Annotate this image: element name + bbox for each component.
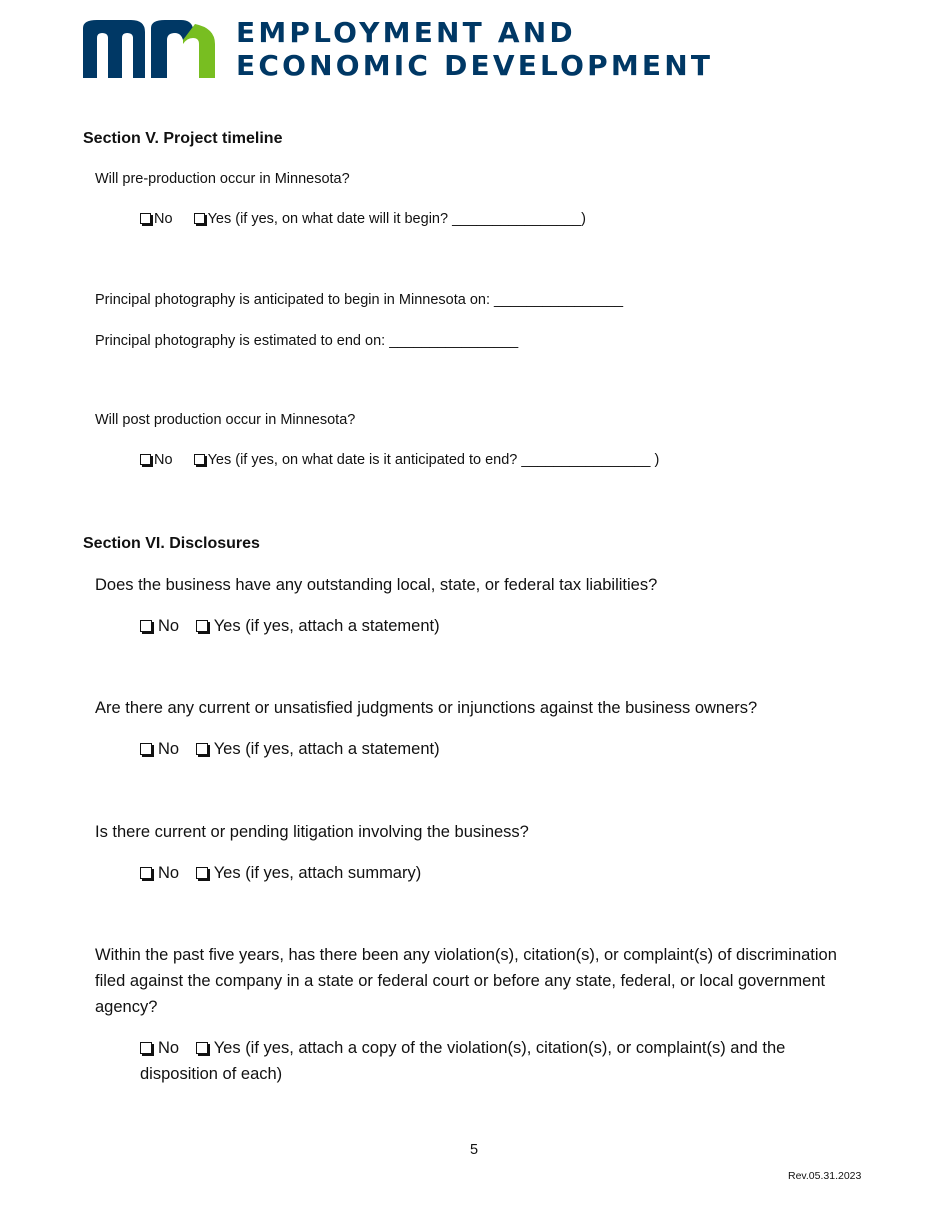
checkbox-icon[interactable] xyxy=(196,1042,208,1054)
checkbox-icon[interactable] xyxy=(140,213,151,224)
litigation-no-option[interactable]: No xyxy=(140,864,179,883)
org-name-line2: ECONOMIC DEVELOPMENT xyxy=(236,49,714,82)
post-production-no-option[interactable]: No xyxy=(140,452,173,468)
checkbox-icon[interactable] xyxy=(140,1042,152,1054)
revision-date: Rev.05.31.2023 xyxy=(788,1170,862,1182)
discrimination-no-option[interactable]: No xyxy=(140,1035,179,1061)
checkbox-icon[interactable] xyxy=(196,620,208,632)
post-production-options xyxy=(140,452,659,468)
photography-end-field[interactable]: Principal photography is estimated to end on: ________________ xyxy=(95,333,519,349)
judgments-options xyxy=(140,740,440,759)
litigation-question: Is there current or pending litigation involving the business? xyxy=(95,823,529,841)
org-name-line1: EMPLOYMENT AND xyxy=(236,16,576,49)
tax-liabilities-no-option[interactable]: No xyxy=(140,617,179,636)
checkbox-icon[interactable] xyxy=(140,743,152,755)
litigation-options xyxy=(140,864,421,883)
section-v-title: Section V. Project timeline xyxy=(83,130,283,147)
litigation-yes-option[interactable]: Yes (if yes, attach summary) xyxy=(196,864,422,883)
preproduction-yes-option[interactable]: Yes (if yes, on what date will it begin? ________________) xyxy=(194,211,586,227)
discrimination-options xyxy=(140,1035,840,1087)
mn-logo xyxy=(83,18,215,78)
tax-liabilities-yes-option[interactable]: Yes (if yes, attach a statement) xyxy=(196,617,440,636)
checkbox-icon[interactable] xyxy=(194,213,205,224)
checkbox-icon[interactable] xyxy=(194,454,205,465)
post-production-yes-option[interactable]: Yes (if yes, on what date is it anticipated to end? ________________ ) xyxy=(194,452,660,468)
post-production-question: Will post production occur in Minnesota? xyxy=(95,412,356,428)
preproduction-options xyxy=(140,211,586,227)
preproduction-no-option[interactable]: No xyxy=(140,211,173,227)
judgments-no-option[interactable]: No xyxy=(140,740,179,759)
checkbox-icon[interactable] xyxy=(196,743,208,755)
page-number: 5 xyxy=(470,1142,479,1158)
checkbox-icon[interactable] xyxy=(196,867,208,879)
section-vi-title: Section VI. Disclosures xyxy=(83,535,260,552)
checkbox-icon[interactable] xyxy=(140,620,152,632)
tax-liabilities-options xyxy=(140,617,440,636)
logo-n-navy-shape xyxy=(151,20,193,78)
photography-begin-field[interactable]: Principal photography is anticipated to begin in Minnesota on: ________________ xyxy=(95,292,624,308)
checkbox-icon[interactable] xyxy=(140,867,152,879)
checkbox-icon[interactable] xyxy=(140,454,151,465)
judgments-yes-option[interactable]: Yes (if yes, attach a statement) xyxy=(196,740,440,759)
preproduction-question: Will pre-production occur in Minnesota? xyxy=(95,171,350,187)
judgments-question: Are there any current or unsatisfied judgments or injunctions against the business owners? xyxy=(95,699,758,717)
discrimination-question: Within the past five years, has there been any violation(s), citation(s), or complaint(s) of discrimination filed against the company in a state or federal court or before any state, federal, or local government agency? xyxy=(95,946,837,1016)
logo-m-shape xyxy=(83,20,145,78)
discrimination-yes-option[interactable]: Yes (if yes, attach a copy of the violation(s), citation(s), or complaint(s) and the disposition of each) xyxy=(140,1039,786,1083)
tax-liabilities-question: Does the business have any outstanding local, state, or federal tax liabilities? xyxy=(95,576,658,594)
